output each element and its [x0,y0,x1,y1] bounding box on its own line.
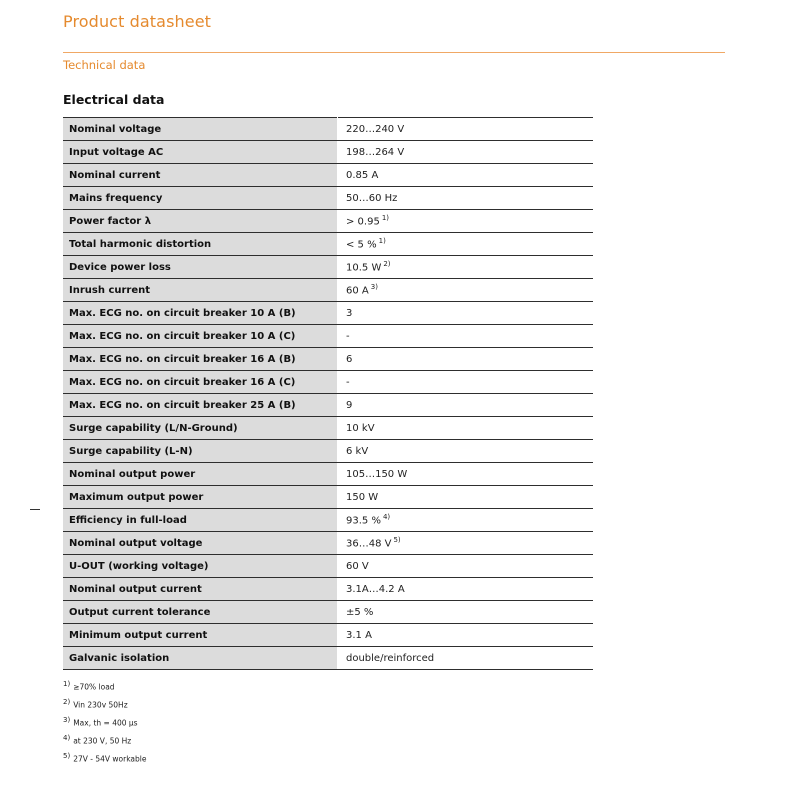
electrical-data-table [63,117,593,670]
row-value-text: > 0.95 [346,216,380,228]
footnote [63,747,146,765]
row-value [338,210,594,233]
table-row [63,302,593,325]
table-row [63,371,593,394]
row-value [338,256,594,279]
row-value-text: ±5 % [346,606,374,618]
row-value [338,624,594,647]
footnote [63,711,146,729]
table-row [63,210,593,233]
row-label: Minimum output current [63,624,338,647]
row-value [338,578,594,601]
table-row [63,624,593,647]
footnote [63,675,146,693]
row-value [338,463,594,486]
table-row [63,601,593,624]
footnote-ref: 4) [382,513,391,522]
row-value [338,417,594,440]
row-value-text: 60 V [346,560,369,572]
table-row [63,233,593,256]
row-value [338,532,594,555]
row-value-text: 9 [346,399,353,411]
row-label: Mains frequency [63,187,338,210]
row-value [338,371,594,394]
row-value [338,647,594,670]
row-value-text: 93.5 % [346,515,381,527]
footnote [63,693,146,711]
footnote-mark: 5) [63,752,71,760]
row-label: Surge capability (L/N-Ground) [63,417,338,440]
row-label: Surge capability (L-N) [63,440,338,463]
table-row [63,118,593,141]
footnote-ref: 1) [381,214,390,223]
row-value-text: 0.85 A [346,169,379,181]
row-label: Max. ECG no. on circuit breaker 16 A (B) [63,348,338,371]
row-value-text: 3.1 A [346,629,372,641]
table-row [63,555,593,578]
table-row [63,463,593,486]
row-value-text: 10 kV [346,422,375,434]
table-row [63,187,593,210]
footnote-mark: 1) [63,680,71,688]
row-label: U-OUT (working voltage) [63,555,338,578]
row-label: Maximum output power [63,486,338,509]
row-value-text: double/reinforced [346,652,435,664]
row-value-text: 50…60 Hz [346,192,398,204]
footnotes [63,675,146,765]
row-value [338,555,594,578]
section-title: Technical data [63,58,146,72]
row-label: Efficiency in full-load [63,509,338,532]
row-value [338,164,594,187]
margin-mark [30,509,40,510]
table-row [63,141,593,164]
footnote-ref: 5) [393,536,401,545]
row-value [338,141,594,164]
row-value [338,325,594,348]
row-value [338,440,594,463]
table-body [63,118,593,670]
row-value-text: 10.5 W [346,262,382,274]
row-value [338,394,594,417]
row-label: Nominal output current [63,578,338,601]
footnote-ref: 3) [370,283,378,292]
row-value-text: < 5 % [346,239,377,251]
footnote-ref: 1) [378,237,386,246]
row-value-text: 3 [346,307,353,319]
row-value [338,187,594,210]
row-label: Nominal voltage [63,118,338,141]
table-row [63,417,593,440]
row-label: Max. ECG no. on circuit breaker 10 A (C) [63,325,338,348]
table-row [63,509,593,532]
row-value-text: 220…240 V [346,123,405,135]
row-value [338,486,594,509]
row-value [338,233,594,256]
row-label: Power factor λ [63,210,338,233]
row-value [338,348,594,371]
table-row [63,256,593,279]
footnote-mark: 4) [63,734,71,742]
table-row [63,325,593,348]
row-value-text: 60 A [346,285,369,297]
header-divider [63,52,725,53]
footnote-text: Vin 230v 50Hz [73,700,128,710]
row-label: Output current tolerance [63,601,338,624]
row-value-text: 105…150 W [346,468,408,480]
row-value-text: 6 kV [346,445,369,457]
row-label: Max. ECG no. on circuit breaker 25 A (B) [63,394,338,417]
footnote-ref: 2) [383,260,391,269]
row-value-text: 6 [346,353,353,365]
subsection-title: Electrical data [63,92,165,107]
row-value-text: 150 W [346,491,379,503]
row-label: Nominal current [63,164,338,187]
table-row [63,440,593,463]
row-label: Total harmonic distortion [63,233,338,256]
footnote-mark: 3) [63,716,71,724]
row-value-text: 198…264 V [346,146,405,158]
row-value [338,509,594,532]
row-label: Input voltage AC [63,141,338,164]
table-row [63,486,593,509]
row-value [338,279,594,302]
table-row [63,279,593,302]
table-row [63,394,593,417]
row-value-text: - [346,376,350,388]
table-row [63,647,593,670]
row-value [338,302,594,325]
footnote-text: Max, th = 400 µs [73,718,138,728]
footnote-text: ≥70% load [73,682,115,692]
table-row [63,578,593,601]
page-title: Product datasheet [63,12,212,31]
row-value-text: - [346,330,350,342]
footnote-mark: 2) [63,698,71,706]
row-label: Nominal output power [63,463,338,486]
row-label: Galvanic isolation [63,647,338,670]
row-label: Inrush current [63,279,338,302]
footnote-text: at 230 V, 50 Hz [73,736,132,746]
row-value [338,118,594,141]
row-label: Max. ECG no. on circuit breaker 10 A (B) [63,302,338,325]
row-label: Device power loss [63,256,338,279]
row-label: Nominal output voltage [63,532,338,555]
table-row [63,532,593,555]
row-value-text: 3.1A…4.2 A [346,583,405,595]
footnote-text: 27V - 54V workable [73,754,147,764]
row-value [338,601,594,624]
row-label: Max. ECG no. on circuit breaker 16 A (C) [63,371,338,394]
table-row [63,348,593,371]
footnote [63,729,146,747]
row-value-text: 36…48 V [346,538,392,550]
table-row [63,164,593,187]
